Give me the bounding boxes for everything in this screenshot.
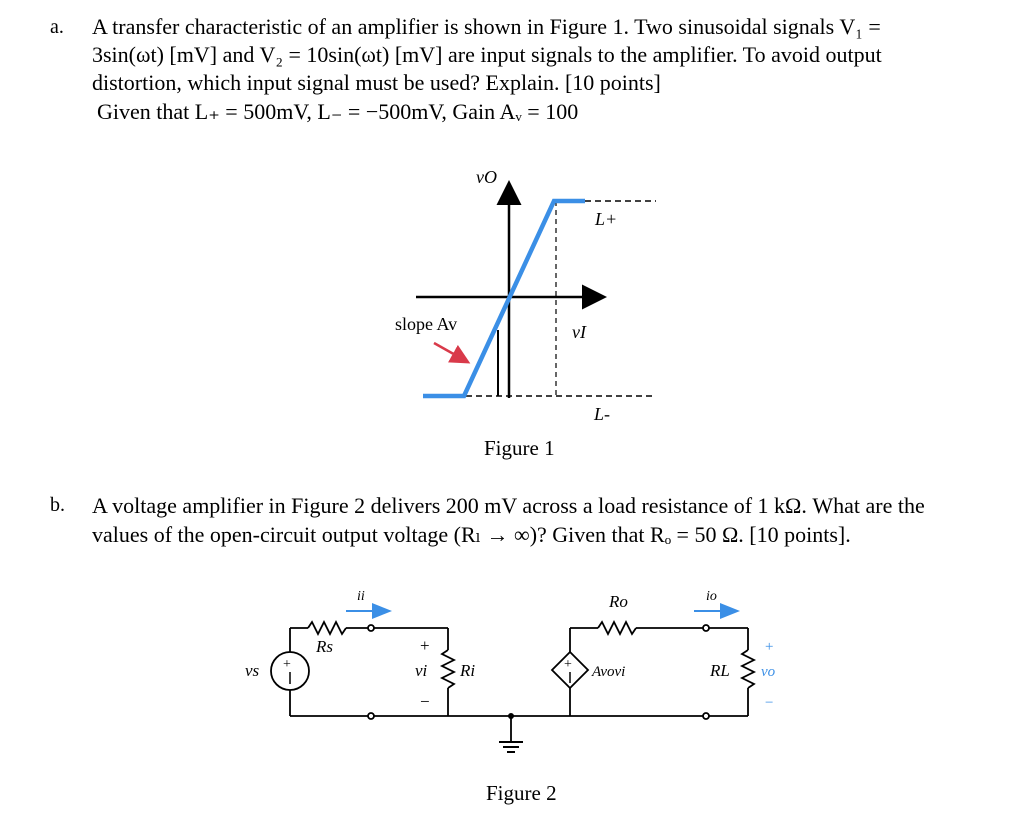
- slope-label: slope Av: [395, 314, 458, 334]
- figure-1-caption: Figure 1: [484, 436, 555, 460]
- figure-2-caption: Figure 2: [486, 781, 557, 805]
- dependent-source-label: Avovi: [592, 664, 626, 680]
- upper-limit-label: L+: [595, 209, 618, 229]
- part-a-line-3: distortion, which input signal must be used? Explain. [10 points]: [92, 70, 661, 95]
- svg-text:+: +: [283, 657, 291, 672]
- part-b-line-2: values of the open-circuit output voltage (Rₗ → ∞)? Given that Rₒ = 50 Ω. [10 points].: [92, 522, 851, 547]
- svg-text:+: +: [564, 657, 572, 672]
- ro-label: Ro: [609, 592, 628, 611]
- ri-resistor: [442, 650, 454, 688]
- ri-label: Ri: [460, 661, 476, 680]
- vo-plus: +: [765, 639, 774, 655]
- io-label: io: [706, 589, 717, 604]
- vi-label: vi: [415, 661, 428, 680]
- part-a-line-1: A transfer characteristic of an amplifier is shown in Figure 1. Two sinusoidal signals V₁ =: [92, 14, 881, 39]
- ii-label: ii: [357, 589, 365, 604]
- rs-label: Rs: [316, 637, 333, 656]
- x-axis-label: vI: [572, 322, 586, 342]
- vi-plus: +: [420, 636, 430, 655]
- lower-limit-label: L-: [594, 404, 611, 424]
- part-b-line-1: A voltage amplifier in Figure 2 delivers 200 mV across a load resistance of 1 kΩ. What are the: [92, 493, 925, 518]
- vo-label: vo: [761, 664, 776, 680]
- part-b-label: b.: [50, 494, 65, 516]
- vo-minus: −: [765, 695, 774, 711]
- rl-label: RL: [710, 661, 730, 680]
- ro-resistor: [598, 622, 636, 634]
- vi-minus: −: [420, 692, 430, 711]
- rl-resistor: [742, 650, 754, 688]
- part-a-given: Given that L₊ = 500mV, L₋ = −500mV, Gain Aᵥ = 100: [97, 99, 579, 124]
- rs-resistor: [308, 622, 346, 634]
- part-a-label: a.: [50, 16, 64, 38]
- source-label: vs: [245, 661, 260, 680]
- part-a-line-2: 3sin(ωt) [mV] and V₂ = 10sin(ωt) [mV] are input signals to the amplifier. To avoid output: [92, 42, 882, 67]
- y-axis-label: vO: [476, 167, 497, 187]
